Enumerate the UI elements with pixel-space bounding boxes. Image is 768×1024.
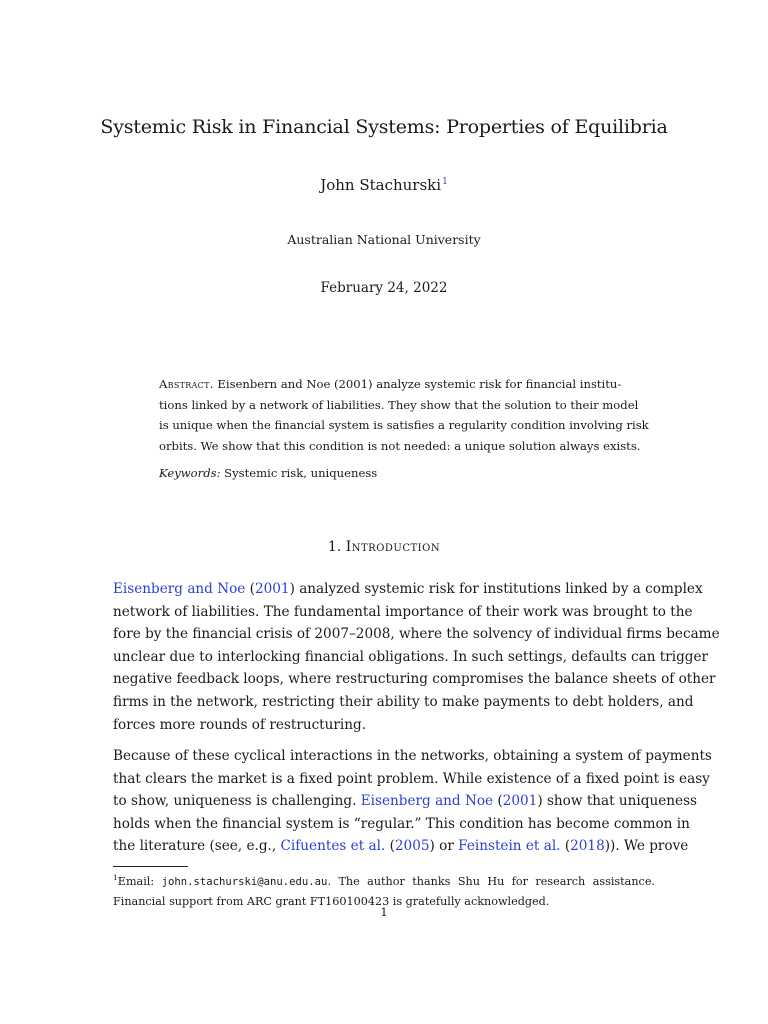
footnote-marker: 1 xyxy=(113,873,118,882)
paragraph-line: that clears the market is a fixed point problem. While existence of a fixed point is easy xyxy=(113,770,710,787)
section-number: 1. xyxy=(327,539,342,555)
author-footnote-marker[interactable]: 1 xyxy=(442,177,448,187)
paragraph-line: firms in the network, restricting their ability to make payments to debt holders, and xyxy=(113,693,694,710)
abstract-line: Abstract. Eisenbern and Noe (2001) analyze systemic risk for financial institu- xyxy=(159,377,622,391)
citation-link[interactable]: Eisenberg and Noe xyxy=(113,581,246,597)
paragraph-line: to show, uniqueness is challenging. Eisenberg and Noe (2001) show that uniqueness xyxy=(113,793,698,810)
page-number: 1 xyxy=(380,905,388,919)
affiliation: Australian National University xyxy=(287,232,481,247)
citation-link[interactable]: Eisenberg and Noe xyxy=(360,793,494,810)
paragraph-line: Because of these cyclical interactions in the networks, obtaining a system of payments xyxy=(113,748,712,764)
citation-year-link[interactable]: 2018 xyxy=(570,838,605,855)
citation-link[interactable]: Cifuentes et al. xyxy=(280,838,386,855)
citation-link[interactable]: Feinstein et al. xyxy=(458,838,561,855)
author-name: John Stachurski xyxy=(320,176,442,194)
paragraph-1 xyxy=(113,578,720,736)
footnote-rule xyxy=(113,866,188,867)
section-title: Introduction xyxy=(345,539,441,555)
citation-year-link[interactable]: 2005 xyxy=(394,838,430,855)
citation-year-link[interactable]: 2001 xyxy=(502,793,538,810)
paper-date: February 24, 2022 xyxy=(320,280,448,296)
footnote-line: $^1$Email: john.stachurski@anu.edu.au. The author thanks Shu Hu for research assistance. xyxy=(113,873,655,888)
paragraph-line: holds when the financial system is “regular.” This condition has become common in xyxy=(113,815,690,832)
keywords-label: Keywords: xyxy=(159,466,221,480)
keywords xyxy=(159,466,377,480)
citation-year-link[interactable]: 2001 xyxy=(254,581,290,597)
abstract-line: tions linked by a network of liabilities. They show that the solution to their model xyxy=(159,397,639,412)
paragraph-line: fore by the financial crisis of 2007–2008, where the solvency of individual firms became xyxy=(113,626,720,643)
paragraph-line: Eisenberg and Noe (2001) analyzed systemic risk for institutions linked by a complex xyxy=(113,581,703,597)
abstract-label: Abstract. xyxy=(159,377,214,391)
abstract-line: is unique when the financial system is satisfies a regularity condition involving risk xyxy=(159,418,649,433)
paragraph-line: network of liabilities. The fundamental importance of their work was brought to the xyxy=(113,603,693,620)
paragraph-2 xyxy=(113,745,712,858)
paragraph-line: the literature (see, e.g., Cifuentes et al. (2005) or Feinstein et al. (2018)). We prove xyxy=(113,838,689,855)
author-line xyxy=(0,176,768,194)
abstract xyxy=(159,374,649,456)
paper-title: Systemic Risk in Financial Systems: Properties of Equilibria xyxy=(100,116,668,138)
keywords-text: Systemic risk, uniqueness xyxy=(220,466,378,480)
section-heading xyxy=(0,539,768,555)
paragraph-line: forces more rounds of restructuring. xyxy=(113,716,367,733)
paragraph-line: unclear due to interlocking financial obligations. In such settings, defaults can trigger xyxy=(113,648,709,665)
abstract-line: orbits. We show that this condition is not needed: a unique solution always exists. xyxy=(159,438,641,453)
paragraph-line: negative feedback loops, where restructuring compromises the balance sheets of other xyxy=(113,671,716,688)
footnote-line: Financial support from ARC grant FT160100423 is gratefully acknowledged. xyxy=(113,895,550,908)
email-address[interactable]: john.stachurski@anu.edu.au xyxy=(161,876,328,888)
